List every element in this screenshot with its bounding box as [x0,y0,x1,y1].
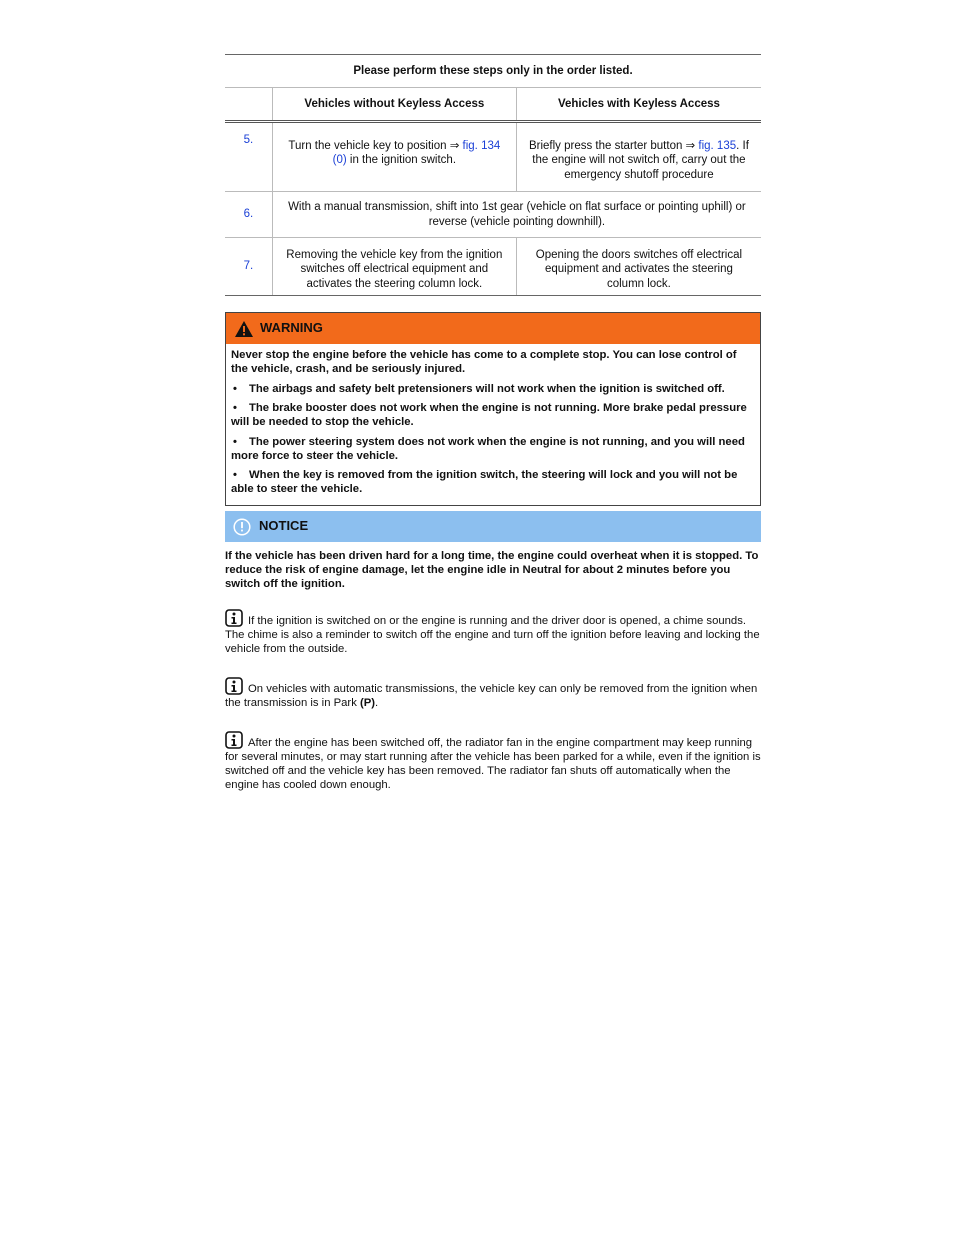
header-without-keyless: Vehicles without Keyless Access [272,88,516,122]
info-note [225,677,761,710]
info-icon [225,609,243,627]
info-icon [225,677,243,695]
table-row [225,238,761,296]
header-with-keyless: Vehicles with Keyless Access [516,88,761,122]
info-note-text: If the ignition is switched on or the engine is running and the driver door is opened, a chime sounds. The chime is also a reminder to switch off the engine and turn off the ignition before leaving and locking the vehicle from the outside. [225,615,760,656]
warning-item-text: When the key is removed from the ignition switch, the steering will lock and you will not be able to steer the vehicle. [231,468,738,495]
steps-table [225,54,761,296]
info-icon [225,731,243,749]
fig-link[interactable]: fig. 135 [698,140,737,152]
park-label: (P) [359,697,376,710]
table-row [225,192,761,238]
info-note-text: On vehicles with automatic transmissions, the vehicle key can only be removed from the ignition when the transmission is in Park [225,683,758,710]
manual-page [225,0,761,792]
step-number: 7. [225,238,272,296]
warning-body [226,344,760,505]
table-header-row [225,88,761,122]
step-text: . If the engine will not switch off, carry out the emergency shutoff procedure [532,140,749,181]
notice-header [225,511,761,542]
bullet: • [233,435,237,448]
warning-item-text: The brake booster does not work when the engine is not running. More brake pedal pressure will be needed to stop the vehicle. [231,402,747,429]
info-note [225,731,761,792]
warning-item [231,382,755,396]
bullet: • [233,468,237,481]
warning-item [231,435,755,463]
step-number: 6. [225,192,272,238]
info-note-text: After the engine has been switched off, the radiator fan in the engine compartment may keep running for several minutes, or may start running after the vehicle has been parked for a while, even if the ignition is switched off and the vehicle key has been removed. The radiator fan shuts off automatically when the engine has cooled down enough. [225,737,761,792]
warning-header [226,313,760,344]
warning-item [231,468,755,496]
step-cell-without-keyless [272,122,516,192]
bullet: • [233,402,237,415]
table-row [225,122,761,192]
warning-item [231,401,755,429]
fig-link[interactable]: fig. 134 [462,140,501,152]
step-cell-with-keyless: Opening the doors switches off electrical equipment and activates the steering column lock. [516,238,761,296]
table-title: Please perform these steps only in the order listed. [225,55,761,88]
warning-intro: Never stop the engine before the vehicle has come to a complete stop. You can lose control of the vehicle, crash, and be seriously injured. [231,349,737,376]
warning-box [225,312,761,506]
notice-title: NOTICE [259,518,309,534]
warning-title: WARNING [260,320,323,336]
step-text: Turn the vehicle key to position ⇒ [288,140,463,152]
step-cell-with-keyless [516,122,761,192]
notice-box [225,511,761,591]
header-step [225,88,272,122]
position-link[interactable]: (0) [332,154,347,167]
info-note-text: . [375,697,379,710]
warning-item-text: The power steering system does not work when the engine is not running, and you will need more force to steer the vehicle. [231,435,745,462]
exclamation-circle-icon [233,518,251,536]
warning-triangle-icon [234,320,254,338]
warning-item-text: The airbags and safety belt pretensioners will not work when the ignition is switched off. [249,383,725,396]
step-cell-without-keyless: Removing the vehicle key from the ignition switches off electrical equipment and activates the steering column lock. [272,238,516,296]
step-number: 5. [225,122,272,192]
step-cell-merged: With a manual transmission, shift into 1st gear (vehicle on flat surface or pointing uphill) or reverse (vehicle pointing downhill). [272,192,761,238]
bullet: • [233,383,237,396]
table-title-row [225,55,761,88]
step-text: Briefly press the starter button ⇒ [528,140,699,152]
notice-text: If the vehicle has been driven hard for a long time, the engine could overheat when it is stopped. To reduce the risk of engine damage, let the engine idle in Neutral for about 2 minutes before you switch off the ignition. [225,550,759,591]
step-text: in the ignition switch. [346,154,457,167]
info-note [225,609,761,656]
